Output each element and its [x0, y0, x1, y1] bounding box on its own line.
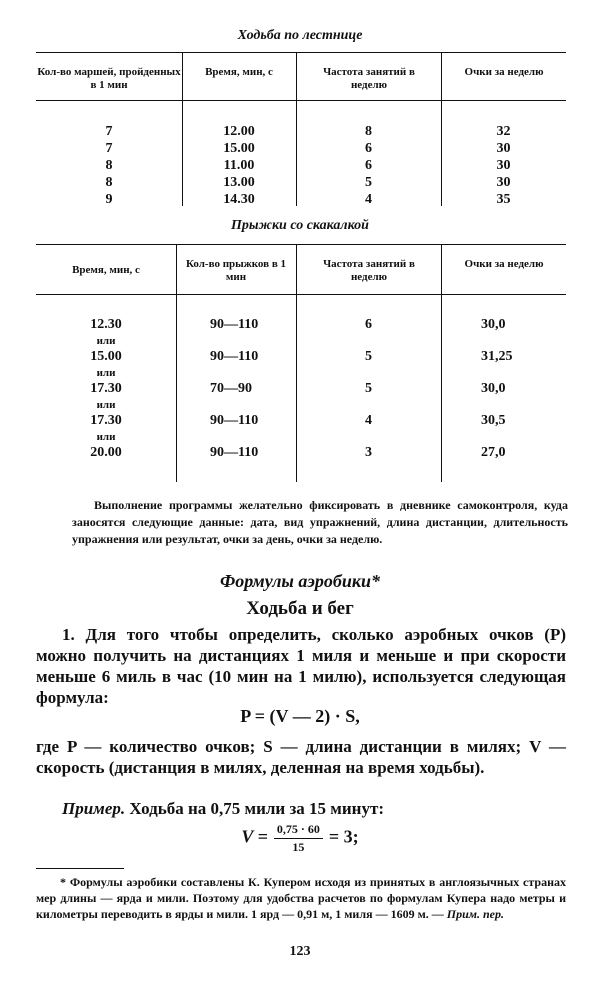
- or-connector: или: [96, 399, 116, 411]
- or-connector: или: [96, 431, 116, 443]
- table2-header-rule: [36, 294, 566, 295]
- table1-header-frequency: Частота занятий в неделю: [323, 66, 415, 91]
- fraction-denominator: 15: [292, 840, 305, 854]
- subsection-title: Ходьба и бег: [246, 598, 354, 619]
- table1-header-marches: Кол-во маршей, пройденных в 1 мин: [37, 66, 181, 91]
- example-line: [36, 798, 566, 819]
- table2-col-divider: [176, 244, 177, 482]
- paragraph-1: 1. Для того чтобы определить, сколько аэробных очков (P) можно получить на дистанциях 1 миля и меньше и при скорости меньше 6 миль в час (10 мин на 1 милю), используется следующая формула:: [36, 625, 566, 707]
- or-connector: или: [96, 335, 116, 347]
- table2-header-frequency: Частота занятий в неделю: [323, 258, 415, 283]
- book-page: Ходьба по лестнице Кол-во маршей, пройденных в 1 мин Время, мин, с Частота занятий в неделю Очки за неделю 7 12.00 8 32 7 15.00 6 30 8 11.00 6 30 8 13.00 5 30 9 14.30 4 35 Прыжки со скакалкой Время, мин, с Кол-во прыжков в 1 мин Частота занятий в неделю Очки за неделю 12.30 90—110 6 30,0 или 15.00 90—110 5 31,25 или 17.30 70—90 5 30,0 или 17.30 90—110 4 30,5 или 20.00 90—110 3 27,0 Выполнение программы желательно фиксировать в дневнике самоконтроля, куда заносятся следующие данные: дата, вид упражнений, длина дистанции, длительность упражнения или результат, очки за день, очки за неделю. Формулы аэробики* Ходьба и бег 1. Для того чтобы определить, сколько аэробных очков (P) можно получить на дистанциях 1 миля и меньше и при скорости меньше 6 миль в час (10 мин на 1 милю), используется следующая формула: P = (V — 2) · S, где P — количество очков; S — длина дистанции в милях; V — скорость (дистанция в милях, деленная на время ходьбы). Пример. Ходьба на 0,75 мили за 15 минут: V = $\frac{0,75 \cdot 60}{15}$ = 3; * Формулы аэробики составлены К. Купером исходя из принятых в англоязычных странах мер длины — ярда и мили. Поэтому для удобства расчетов по формулам Купера надо метры и километры переводить в ярды и мили. 1 ярд — 0,91 м, 1 миля — 1609 м. — Прим. пер. 123: [0, 0, 600, 984]
- formula-speed-rhs: = 3;: [328, 826, 359, 847]
- footnote-rule: [36, 868, 124, 869]
- table2-header-time: Время, мин, с: [72, 264, 140, 276]
- table2-top-rule: [36, 244, 566, 245]
- fraction-numerator: 0,75 · 60: [274, 822, 323, 839]
- example-label: Пример.: [62, 799, 126, 818]
- table1-header-points: Очки за неделю: [464, 66, 544, 78]
- paragraph-2: где P — количество очков; S — длина дистанции в милях; V — скорость (дистанция в милях, деленная на время ходьбы).: [36, 737, 566, 777]
- table1-header-rule: [36, 100, 566, 101]
- formula-points: P = (V — 2) · S,: [240, 706, 360, 726]
- self-control-note: Выполнение программы желательно фиксировать в дневнике самоконтроля, куда заносятся следующие данные: дата, вид упражнений, длина дистанции, длительность упражнения или результат, очки за день, очки за неделю.: [72, 498, 568, 546]
- formula-speed: [0, 822, 600, 855]
- formula-speed-lhs: V =: [241, 826, 268, 847]
- table2-header-points: Очки за неделю: [464, 258, 544, 270]
- table1-header-time: Время, мин, с: [205, 66, 273, 78]
- footnote-text: * Формулы аэробики составлены К. Купером исходя из принятых в англоязычных странах мер длины — ярда и мили. Поэтому для удобства расчетов по формулам Купера надо метры и километры переводить в ярды и мили. 1 ярд — 0,91 м, 1 миля — 1609 м. —: [36, 875, 566, 921]
- page-number: 123: [289, 944, 311, 959]
- table1-top-rule: [36, 52, 566, 53]
- section-title: Формулы аэробики*: [219, 571, 381, 591]
- footnote-attribution: Прим. пер.: [446, 907, 504, 921]
- example-text: Ходьба на 0,75 мили за 15 минут:: [129, 799, 384, 818]
- table1-caption: Ходьба по лестнице: [237, 28, 363, 43]
- footnote: [36, 874, 566, 922]
- or-connector: или: [96, 367, 116, 379]
- table2-header-jumps: Кол-во прыжков в 1 мин: [185, 258, 287, 283]
- fraction: [274, 822, 323, 855]
- table2-caption: Прыжки со скакалкой: [231, 218, 369, 233]
- table2-col-divider: [441, 244, 442, 482]
